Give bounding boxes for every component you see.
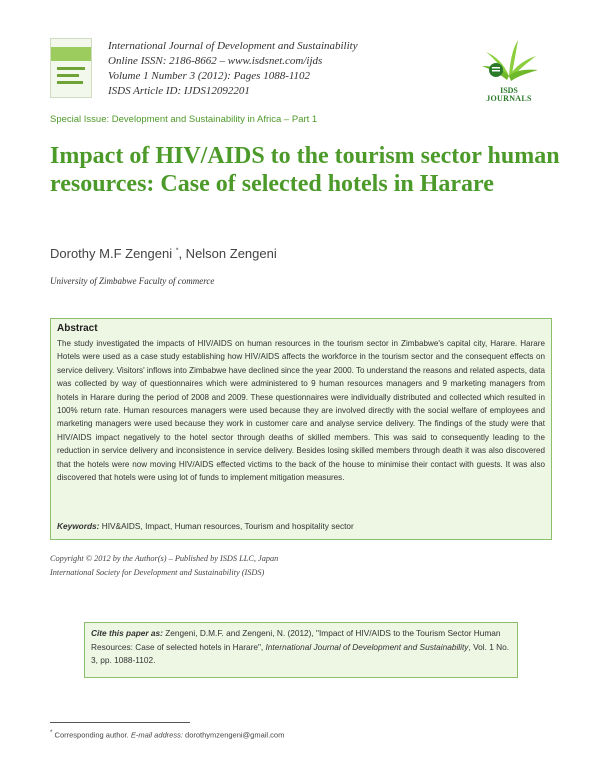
- journal-issn: Online ISSN: 2186-8662 – www.isdsnet.com/ijds: [108, 55, 323, 67]
- copyright-line2: International Society for Development and Sustainability (ISDS): [50, 567, 265, 577]
- email-label: E-mail address:: [130, 730, 183, 740]
- logo-isds-text: ISDS: [500, 86, 518, 95]
- citation-tail: , Vol. 1 No. 3, pp. 1088-1102.: [91, 641, 510, 665]
- copyright-line1: Copyright © 2012 by the Author(s) – Published by ISDS LLC, Japan: [50, 554, 279, 563]
- corresponding-marker: *: [175, 247, 179, 255]
- journal-cover-thumbnail: [50, 38, 92, 98]
- footnote-divider: [50, 722, 190, 723]
- citation-label: Cite this paper as:: [91, 628, 163, 638]
- citation-body: Zengeni, D.M.F. and Zengeni, N. (2012), "Impact of HIV/AIDS to the Tourism Sector Human Resources: Case of selected hotels in Harare",: [91, 628, 501, 652]
- abstract-text: The study investigated the impacts of HIV/AIDS on human resources in the tourism sector in Zimbabwe's capital city, Harare. Harare Hotels were used as a case study establishing how HIV/AIDS affects the workforce in the tourism sector and the consequent effects on service delivery. Visitors' inflows into Zimbabwe have declined since the year 2000. To understand the reasons and related aspects, data was collected by way of questionnaires which were administered to 9 human resources managers and 9 marketing managers from hotels in Harare during the period of 2008 and 2009. These questionnaires were individually distributed and collected which resulted in 100% return rate. Human resources managers were used because they are involved directly with the social welfare of employees and marketing managers were used because they work in customer care and analyse service delivery. The findings of the study were that HIV/AIDS impact negatively to the hotel sector through deaths of skilled members. This was said to consequently leading to the reduction in service delivery and inconsistence in service delivery. Besides losing skilled members through death it was also discovered that the hotels were now moving HIV/AIDS effected victims to the back of the house to minimise their contact with guests. It was also discovered that hotels were using lot of funds to implement mitigation measures.: [57, 339, 545, 483]
- keywords-label: Keywords:: [57, 521, 100, 531]
- logo-journals-text: JOURNALS: [486, 94, 532, 103]
- citation-text: [91, 627, 513, 668]
- special-issue-label: Special Issue: Development and Sustainability in Africa – Part 1: [50, 114, 318, 125]
- abstract-box: [50, 318, 552, 540]
- paper-title: Impact of HIV/AIDS to the tourism sector human resources: Case of selected hotels in Harare: [50, 143, 560, 197]
- journal-volume: Volume 1 Number 3 (2012): Pages 1088-1102: [108, 70, 311, 82]
- abstract-heading: Abstract: [57, 323, 98, 334]
- affiliation: University of Zimbabwe Faculty of commerce: [50, 276, 215, 286]
- keywords: [57, 521, 354, 531]
- article-id: ISDS Article ID: IJDS12092201: [108, 85, 250, 97]
- citation-box: [84, 622, 518, 678]
- footnote-text: Corresponding author.: [52, 730, 131, 740]
- authors: [50, 246, 277, 261]
- footnote-marker: *: [50, 729, 53, 736]
- copyright-notice: [50, 552, 278, 579]
- keywords-list: HIV&AIDS, Impact, Human resources, Tourism and hospitality sector: [99, 521, 354, 531]
- journal-name: International Journal of Development and Sustainability: [108, 40, 358, 52]
- author-first: Dorothy M.F Zengeni: [50, 246, 176, 261]
- journal-header: [108, 39, 358, 99]
- isds-journals-logo: [474, 36, 544, 104]
- footnote: [50, 729, 284, 740]
- author-second: , Nelson Zengeni: [178, 246, 277, 261]
- citation-journal: International Journal of Development and Sustainability: [265, 641, 469, 652]
- email-address: dorothymzengeni@gmail.com: [182, 730, 285, 740]
